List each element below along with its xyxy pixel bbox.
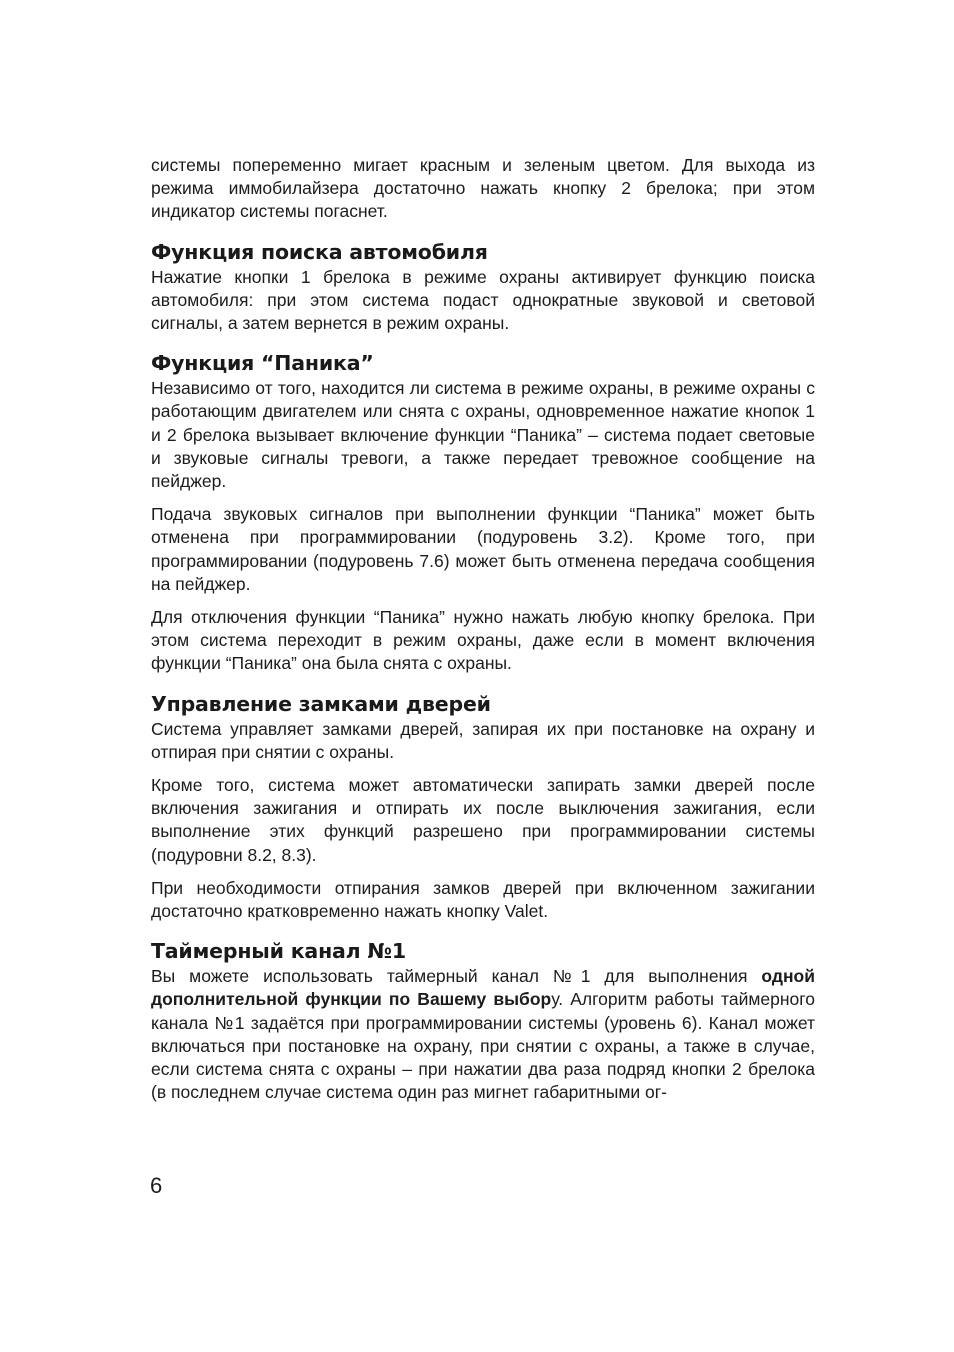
heading-panic: Функция “Паника”	[151, 351, 374, 376]
timer-channel-paragraph	[151, 965, 815, 1104]
timer-text-bold: одной дополнительной функции по Вашему выбор	[151, 966, 815, 1010]
timer-text-after: у. Алгоритм работы таймерного канала №1 задаётся при программировании системы (уровень 6). Канал может включаться при постановке на охрану, при снятии с охраны, а также в случае, если система снята с охраны – при нажатии два раза подряд кнопки 2 брелока (в последнем случае система один раз мигнет габаритными ог-	[151, 989, 816, 1103]
panic-paragraph-1: Независимо от того, находится ли система в режиме охраны, в режиме охраны с работающим двигателем или снята с охраны, одновременное нажатие кнопок 1 и 2 брелока вызывает включение функции “Паника” – система подает световые и звуковые сигналы тревоги, а также передает тревожное сообщение на пейджер.	[151, 378, 815, 492]
door-locks-paragraph-1: Система управляет замками дверей, запирая их при постановке на охрану и отпирая при снятии с охраны.	[151, 718, 815, 762]
page-number: 6	[150, 1173, 163, 1198]
door-locks-paragraph-3: При необходимости отпирания замков дверей при включенном зажигании достаточно кратковременно нажать кнопку Valet.	[151, 877, 815, 922]
door-locks-paragraph-2: Кроме того, система может автоматически запирать замки дверей после включения зажигания и отпирать их после выключения зажигания, если выполнение этих функций разрешено при программировании системы (подуровни 8.2, 8.3).	[151, 775, 815, 865]
heading-timer-channel: Таймерный канал №1	[151, 939, 406, 964]
car-search-paragraph: Нажатие кнопки 1 брелока в режиме охраны активирует функцию поиска автомобиля: при этом система подаст однократные звуковой и световой сигналы, а затем вернется в режим охраны.	[151, 266, 815, 334]
intro-paragraph: системы попеременно мигает красным и зеленым цветом. Для выхода из режима иммобилайзера достаточно нажать кнопку 2 брелока; при этом индикатор системы погаснет.	[151, 155, 815, 222]
heading-door-locks: Управление замками дверей	[151, 691, 491, 716]
panic-paragraph-3: Для отключения функции “Паника” нужно нажать любую кнопку брелока. При этом система переходит в режим охраны, даже если в момент включения функции “Паника” она была снята с охраны.	[151, 607, 815, 674]
heading-car-search: Функция поиска автомобиля	[151, 239, 488, 264]
timer-text-before: Вы можете использовать таймерный канал №1 для выполнения	[151, 966, 762, 987]
panic-paragraph-2: Подача звуковых сигналов при выполнении функции “Паника” может быть отменена при программировании (подуровень 3.2). Кроме того, при программировании (подуровень 7.6) может быть отменена передача сообщения на пейджер.	[151, 504, 815, 594]
document-page	[151, 154, 815, 1115]
